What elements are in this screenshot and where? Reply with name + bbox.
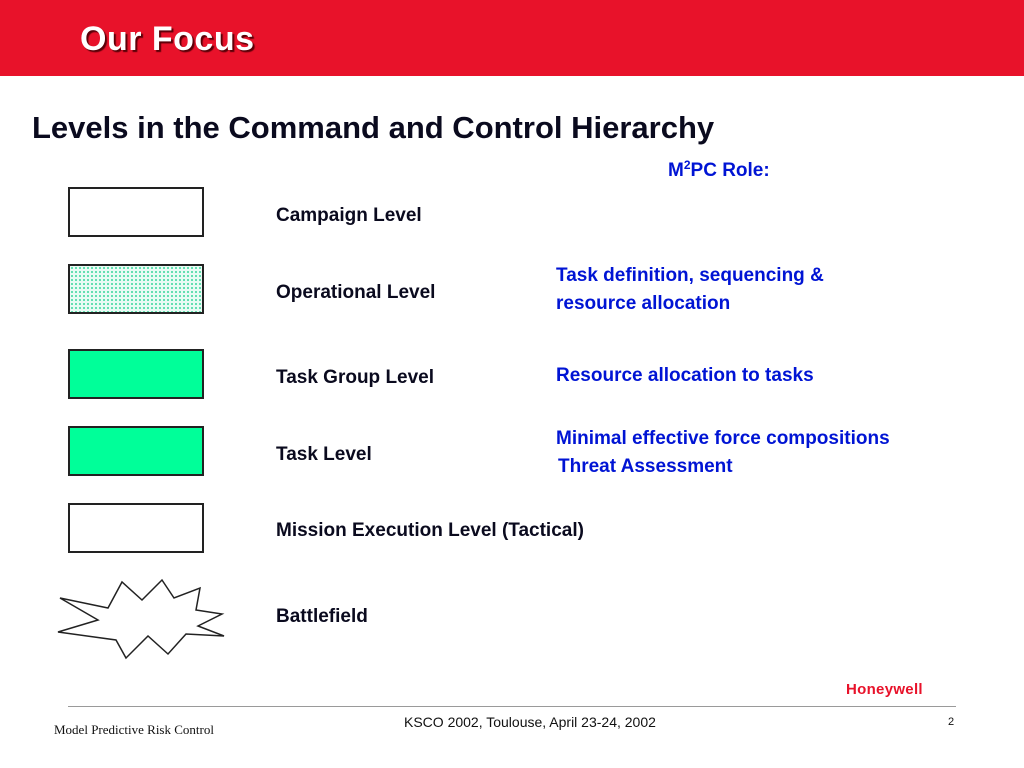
role-task <box>556 425 890 481</box>
role-task-group-line-1: Resource allocation to tasks <box>556 365 814 386</box>
role-operational-line-2: resource allocation <box>556 293 731 314</box>
level-label-mission-execution: Mission Execution Level (Tactical) <box>276 520 584 541</box>
operational-level-box <box>68 264 204 314</box>
footer-left-text: Model Predictive Risk Control <box>54 722 214 737</box>
role-operational-line-1: Task definition, sequencing & <box>556 265 824 286</box>
level-label-operational: Operational Level <box>276 282 436 303</box>
footer-center-text: KSCO 2002, Toulouse, April 23-24, 2002 <box>404 714 656 730</box>
battlefield-burst-icon <box>56 578 228 660</box>
level-label-battlefield: Battlefield <box>276 606 368 627</box>
header-bar <box>0 0 1024 76</box>
level-label-campaign: Campaign Level <box>276 205 422 226</box>
role-header-suffix: PC Role: <box>690 160 770 181</box>
role-task-line-2: Threat Assessment <box>558 456 733 477</box>
level-label-task-group: Task Group Level <box>276 367 435 388</box>
level-label-task: Task Level <box>276 444 372 465</box>
task-level-box <box>68 426 204 476</box>
page-number: 2 <box>948 716 955 728</box>
role-header-superscript: 2 <box>683 158 691 172</box>
slide-subtitle: Levels in the Command and Control Hierarchy <box>32 110 715 145</box>
mission-execution-level-box <box>68 503 204 553</box>
role-header-prefix: M <box>668 160 684 181</box>
task-group-level-box <box>68 349 204 399</box>
role-operational <box>556 262 824 318</box>
role-task-group <box>556 362 814 390</box>
footer-divider <box>68 706 956 707</box>
role-column-header <box>668 158 770 182</box>
honeywell-logo: Honeywell <box>846 681 923 698</box>
campaign-level-box <box>68 187 204 237</box>
slide-title: Our Focus <box>80 20 255 58</box>
role-task-line-1: Minimal effective force compositions <box>556 428 890 449</box>
